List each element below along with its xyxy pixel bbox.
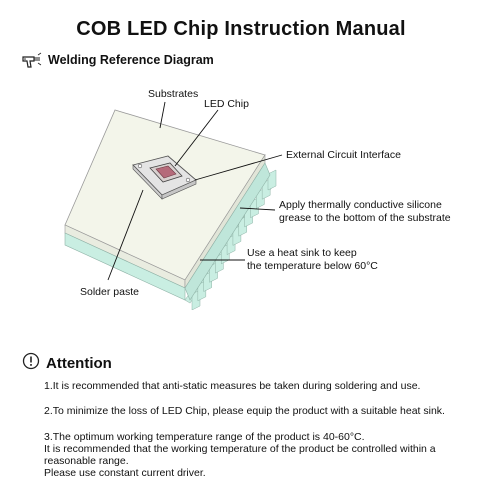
welding-gun-icon — [22, 52, 42, 68]
label-led-chip: LED Chip — [204, 98, 249, 110]
welding-diagram — [0, 70, 482, 310]
label-silicone-line2: grease to the bottom of the substrate — [279, 212, 451, 224]
attention-note-3: 3.The optimum working temperature range of the product is 40-60°C. — [44, 431, 365, 443]
label-silicone-line1: Apply thermally conductive silicone — [279, 199, 442, 211]
label-solder-paste: Solder paste — [80, 286, 139, 298]
attention-extra-1: It is recommended that the working temperature of the product be controlled within a — [44, 443, 436, 455]
page-title: COB LED Chip Instruction Manual — [76, 18, 406, 40]
welding-heading-text: Welding Reference Diagram — [48, 53, 214, 67]
info-circle-icon — [22, 352, 40, 374]
label-external-interface: External Circuit Interface — [286, 149, 401, 161]
label-substrates: Substrates — [148, 88, 199, 100]
attention-section-heading — [22, 352, 112, 374]
label-heatsink-line2: the temperature below 60°C — [247, 260, 378, 272]
label-heatsink-line1: Use a heat sink to keep — [247, 247, 357, 259]
attention-heading-text: Attention — [46, 354, 112, 372]
attention-extra-2: reasonable range. — [44, 455, 129, 467]
welding-section-heading — [22, 52, 214, 68]
attention-note-1: 1.It is recommended that anti-static measures be taken during soldering and use. — [44, 380, 421, 392]
attention-note-2: 2.To minimize the loss of LED Chip, please equip the product with a suitable heat sink. — [44, 405, 445, 417]
attention-extra-3: Please use constant current driver. — [44, 467, 206, 479]
